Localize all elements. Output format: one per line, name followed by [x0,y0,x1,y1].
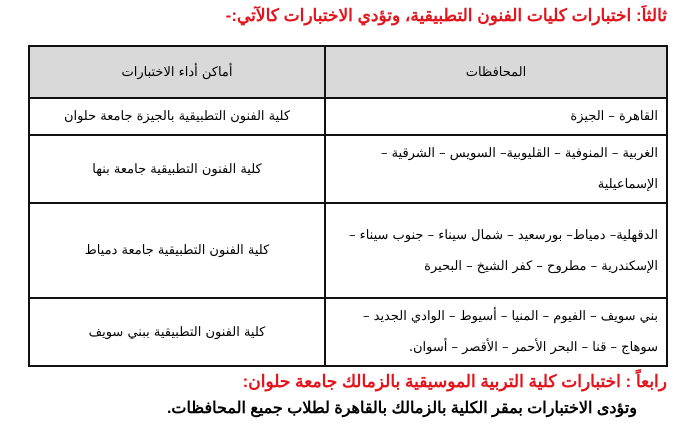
section-4-body: وتؤدى الاختبارات بمقر الكلية بالزمالك بالقاهرة لطلاب جميع المحافظات. [166,400,637,417]
governorates-cell: الدقهلية– دمياط– بورسعيد – شمال سيناء – جنوب سيناء – الإسكندرية – مطروح – كفر الشيخ – البحيرة [325,203,667,298]
exam-locations-table [28,45,668,367]
place-cell: كلية الفنون التطبيقية جامعة بنها [29,135,325,203]
table-row [29,98,667,135]
place-cell: كلية الفنون التطبيقية بالجيزة جامعة حلوان [29,98,325,135]
governorates-cell: القاهرة – الجيزة [325,98,667,135]
place-cell: كلية الفنون التطبيقية جامعة دمياط [29,203,325,298]
table-row [29,298,667,366]
place-cell: كلية الفنون التطبيقية ببني سويف [29,298,325,366]
governorates-cell: بني سويف – الفيوم – المنيا – أسيوط – الوادي الجديد – سوهاج – قنا – البحر الأحمر – الأقصر – أسوان. [325,298,667,366]
governorates-cell: الغربية – المنوفية – القليوبية– السويس – الشرقية – الإسماعيلية [325,135,667,203]
table-row [29,203,667,298]
table-row [29,135,667,203]
header-governorates: المحافظات [325,46,667,98]
section-4-title: رابعاً : اختبارات كلية التربية الموسيقية بالزمالك جامعة حلوان: [242,372,667,391]
header-places: أماكن أداء الاختبارات [29,46,325,98]
table-header-row [29,46,667,98]
section-3-title: ثالثاَ: اختبارات كليات الفنون التطبيقية، وتؤدي الاختبارات كالآتي:- [225,6,667,25]
